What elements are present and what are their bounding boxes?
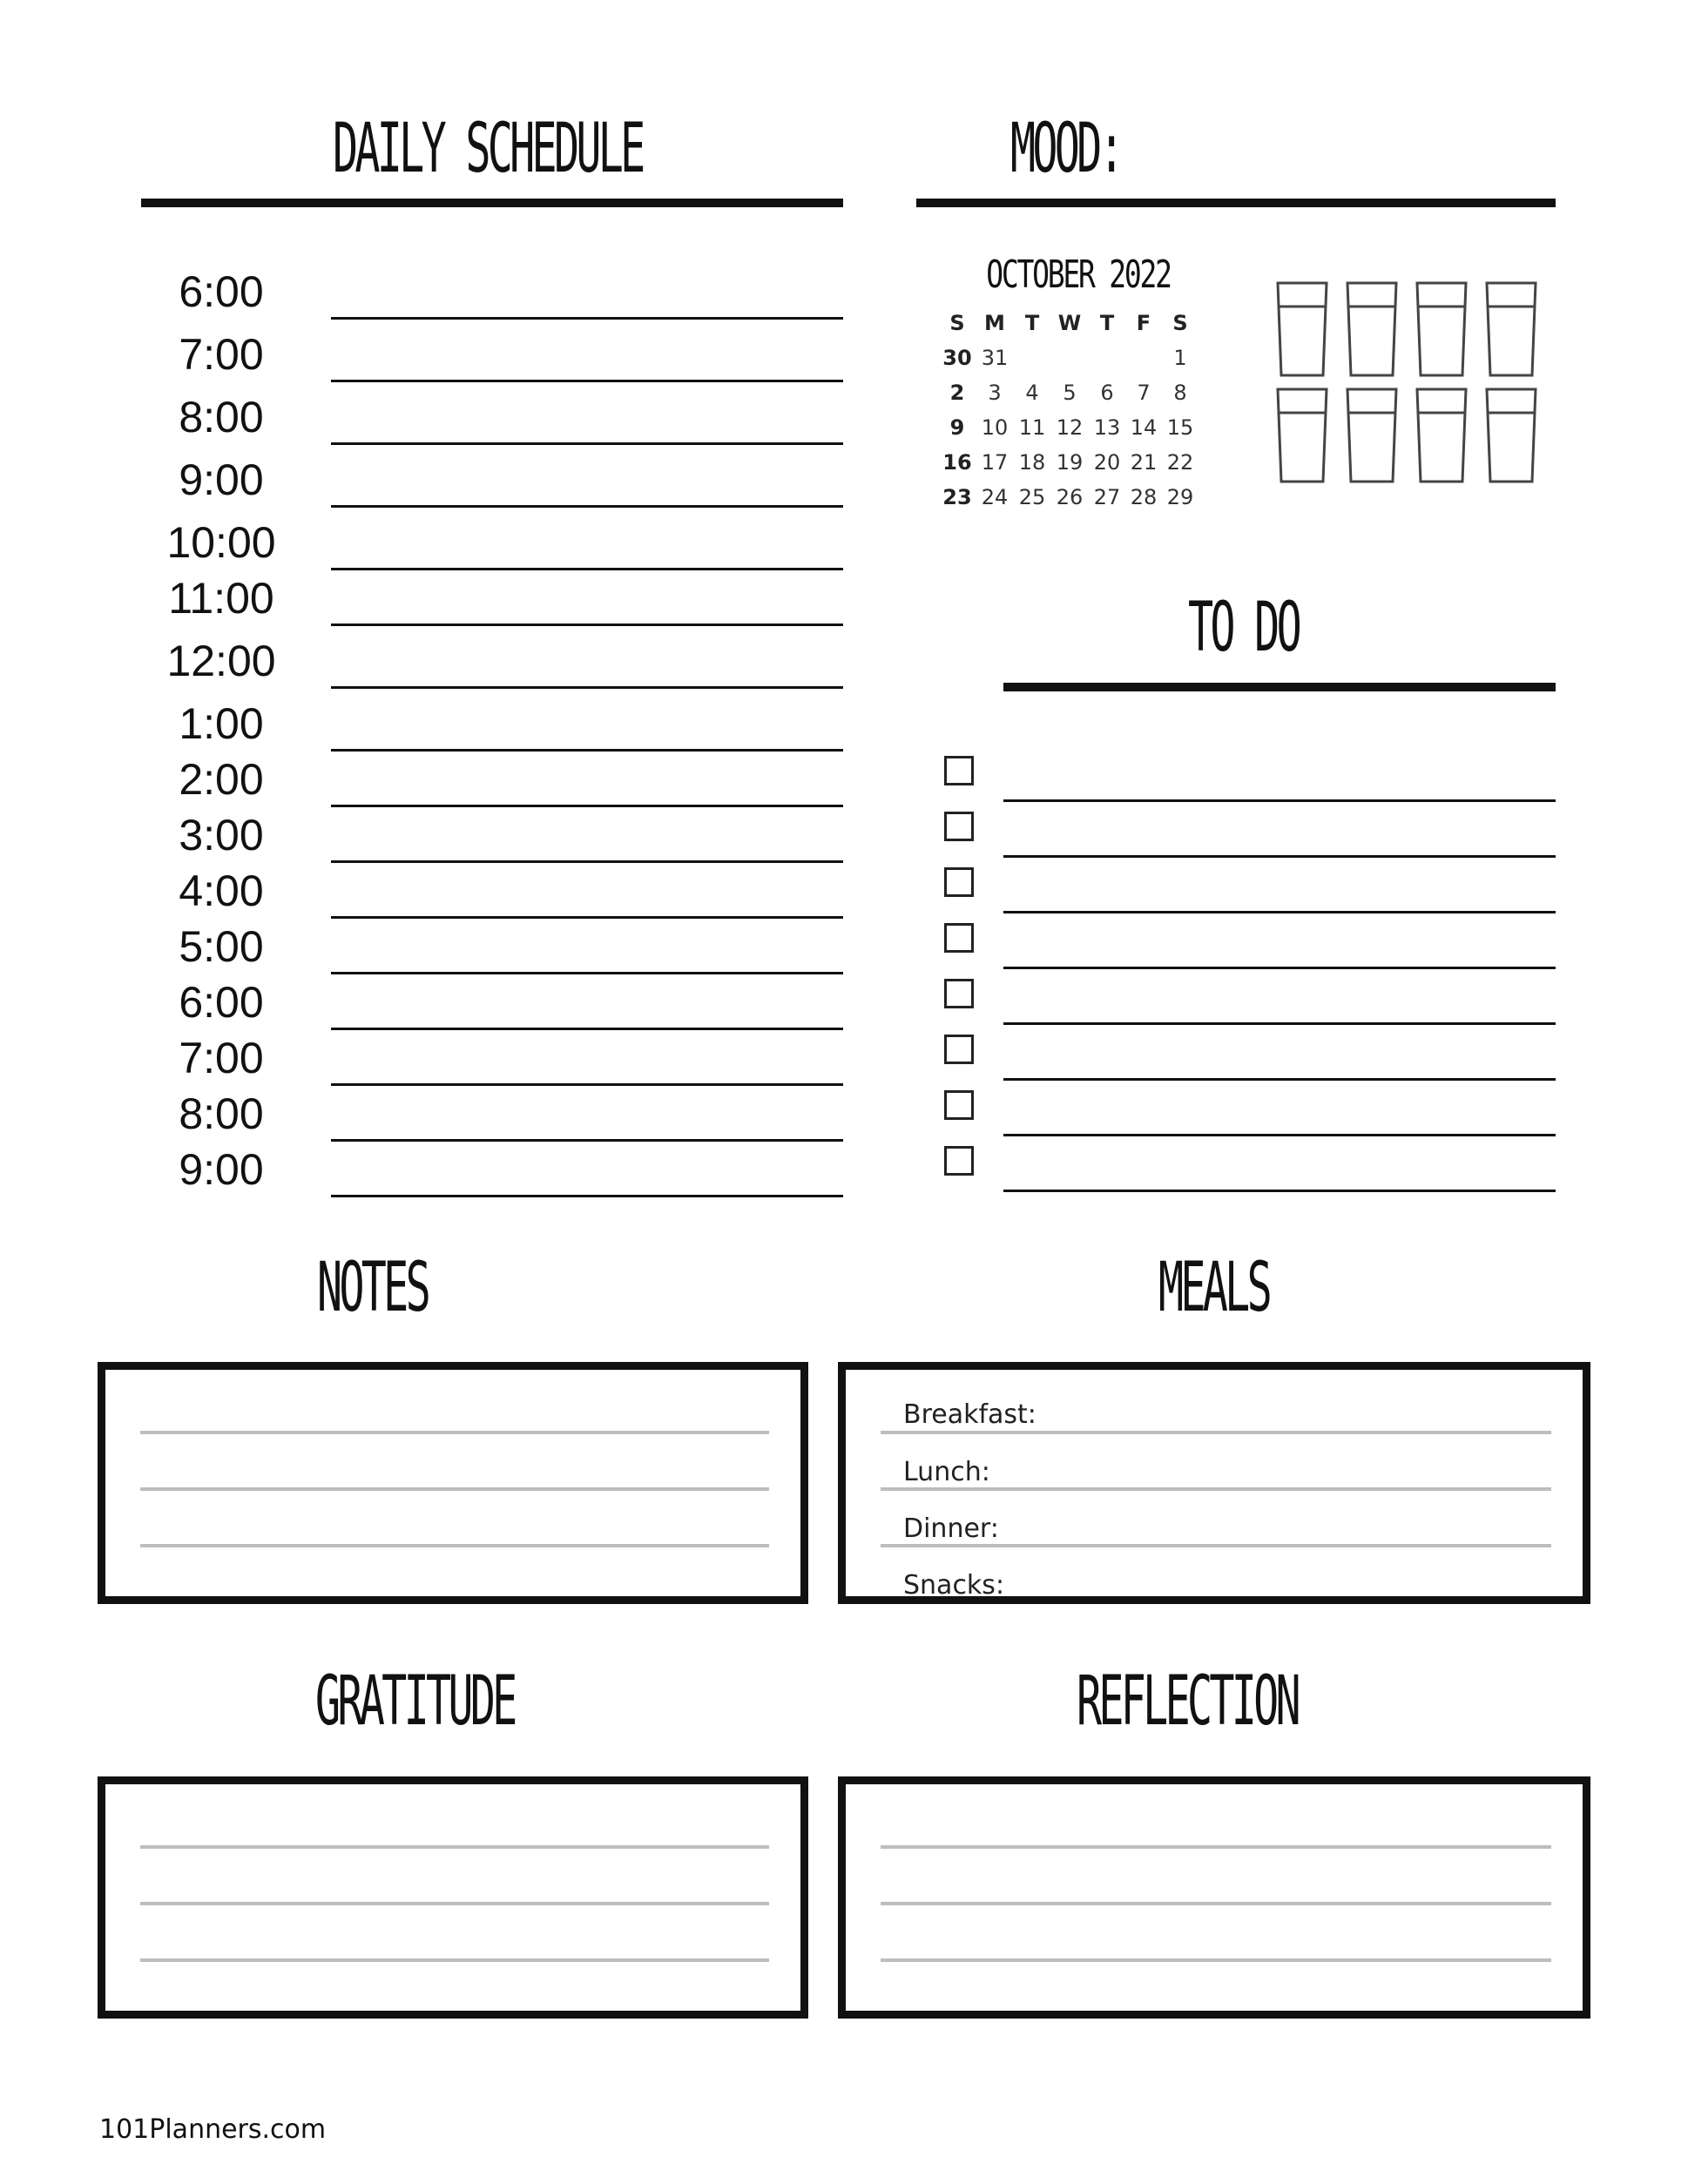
calendar-weekday: S (1172, 311, 1188, 335)
calendar-day: 8 (1173, 381, 1187, 405)
todo-heading: TO DO (1188, 589, 1299, 667)
calendar-day: 4 (1025, 381, 1039, 405)
schedule-time: 10:00 (166, 518, 276, 567)
dinner-label: Dinner: (903, 1513, 999, 1544)
water-glass-icon[interactable] (1484, 280, 1538, 382)
schedule-time: 9:00 (179, 455, 264, 504)
calendar-day: 22 (1166, 450, 1194, 475)
todo-checkbox[interactable] (944, 1090, 974, 1120)
schedule-entry-line[interactable] (331, 972, 843, 974)
calendar-day: 3 (988, 381, 1002, 405)
schedule-entry-line[interactable] (331, 805, 843, 807)
mini-calendar (939, 253, 1218, 509)
water-glass-icon[interactable] (1275, 387, 1329, 489)
calendar-day: 18 (1018, 450, 1046, 475)
mood-heading: MOOD: (1010, 110, 1121, 188)
todo-entry-line[interactable] (1003, 799, 1556, 802)
schedule-entry-line[interactable] (331, 1083, 843, 1086)
mood-rule (916, 199, 1556, 207)
schedule-time: 9:00 (179, 1145, 264, 1194)
lunch-label: Lunch: (903, 1457, 990, 1487)
water-glass-icon[interactable] (1345, 280, 1399, 382)
todo-checkbox[interactable] (944, 923, 974, 953)
todo-entry-line[interactable] (1003, 1134, 1556, 1136)
schedule-entry-line[interactable] (331, 568, 843, 570)
todo-entry-line[interactable] (1003, 1190, 1556, 1192)
reflection-box[interactable] (838, 1776, 1590, 2019)
schedule-entry-line[interactable] (331, 317, 843, 320)
lunch-line[interactable] (881, 1487, 1551, 1491)
schedule-entry-line[interactable] (331, 686, 843, 689)
calendar-day: 25 (1018, 485, 1046, 509)
footer-site: 101Planners.com (99, 2114, 327, 2145)
notes-heading: NOTES (317, 1249, 428, 1327)
todo-checkbox[interactable] (944, 1035, 974, 1064)
calendar-weekday: T (1099, 311, 1115, 335)
daily-schedule-rule (141, 199, 843, 207)
schedule-entry-line[interactable] (331, 442, 843, 445)
schedule-entry-line[interactable] (331, 860, 843, 863)
reflection-line (881, 1845, 1551, 1849)
calendar-weekday: S (949, 311, 965, 335)
calendar-weekday: T (1024, 311, 1040, 335)
calendar-day: 19 (1056, 450, 1084, 475)
schedule-time: 5:00 (179, 922, 264, 971)
schedule-entry-line[interactable] (331, 380, 843, 382)
schedule-time: 7:00 (179, 1034, 264, 1082)
todo-checkbox[interactable] (944, 1146, 974, 1176)
calendar-weekday: W (1057, 311, 1082, 335)
calendar-day: 29 (1166, 485, 1194, 509)
schedule-entry-line[interactable] (331, 749, 843, 752)
schedule-time: 7:00 (179, 330, 264, 379)
gratitude-box[interactable] (98, 1776, 808, 2019)
water-glass-icon[interactable] (1345, 387, 1399, 489)
schedule-time: 4:00 (179, 866, 264, 915)
breakfast-label: Breakfast: (903, 1399, 1036, 1430)
schedule-time: 8:00 (179, 393, 264, 442)
notes-line (140, 1487, 769, 1491)
gratitude-line (140, 1845, 769, 1849)
meals-box (838, 1362, 1590, 1604)
gratitude-heading: GRATITUDE (315, 1662, 515, 1741)
schedule-entry-line[interactable] (331, 624, 843, 626)
calendar-day: 2 (949, 381, 965, 405)
schedule-time: 8:00 (179, 1089, 264, 1138)
gratitude-line (140, 1902, 769, 1905)
schedule-time: 6:00 (179, 267, 264, 316)
calendar-day: 16 (942, 450, 972, 475)
calendar-day: 15 (1166, 415, 1194, 440)
notes-box[interactable] (98, 1362, 808, 1604)
todo-entry-line[interactable] (1003, 911, 1556, 913)
water-glass-icon[interactable] (1275, 280, 1329, 382)
schedule-time: 2:00 (179, 755, 264, 804)
calendar-day: 13 (1093, 415, 1121, 440)
todo-checkbox[interactable] (944, 812, 974, 841)
schedule-entry-line[interactable] (331, 916, 843, 919)
water-glass-icon[interactable] (1484, 387, 1538, 489)
calendar-day: 6 (1100, 381, 1114, 405)
calendar-day: 30 (942, 346, 972, 370)
schedule-time: 6:00 (179, 978, 264, 1027)
snacks-label: Snacks: (903, 1570, 1005, 1601)
water-glass-icon[interactable] (1415, 387, 1469, 489)
schedule-entry-line[interactable] (331, 505, 843, 508)
calendar-day: 24 (981, 485, 1009, 509)
schedule-entry-line[interactable] (331, 1028, 843, 1030)
calendar-title: OCTOBER 2022 (986, 253, 1171, 297)
calendar-day: 12 (1056, 415, 1084, 440)
reflection-heading: REFLECTION (1077, 1662, 1298, 1741)
calendar-day: 26 (1056, 485, 1084, 509)
daily-schedule-heading: DAILY SCHEDULE (333, 110, 643, 188)
schedule-entry-line[interactable] (331, 1139, 843, 1142)
meals-heading: MEALS (1158, 1249, 1269, 1327)
todo-entry-line[interactable] (1003, 1078, 1556, 1081)
schedule-time: 3:00 (179, 811, 264, 859)
notes-line (140, 1544, 769, 1547)
schedule-time: 12:00 (166, 637, 276, 685)
notes-line (140, 1431, 769, 1434)
schedule-entry-line[interactable] (331, 1195, 843, 1197)
calendar-day: 11 (1018, 415, 1046, 440)
calendar-grid (939, 297, 1218, 509)
calendar-day: 5 (1063, 381, 1077, 405)
reflection-line (881, 1902, 1551, 1905)
calendar-day: 31 (981, 346, 1009, 370)
todo-entry-line[interactable] (1003, 1022, 1556, 1025)
reflection-line (881, 1958, 1551, 1962)
calendar-day: 17 (981, 450, 1009, 475)
todo-entry-line[interactable] (1003, 967, 1556, 969)
calendar-day: 21 (1130, 450, 1158, 475)
schedule-time: 1:00 (179, 699, 264, 748)
calendar-day: 27 (1093, 485, 1121, 509)
todo-checkbox[interactable] (944, 756, 974, 785)
breakfast-line[interactable] (881, 1431, 1551, 1434)
water-glass-icon[interactable] (1415, 280, 1469, 382)
todo-rule (1003, 683, 1556, 691)
todo-checkbox[interactable] (944, 867, 974, 897)
calendar-day: 23 (942, 485, 972, 509)
calendar-day: 28 (1130, 485, 1158, 509)
calendar-day: 10 (981, 415, 1009, 440)
calendar-day: 14 (1130, 415, 1158, 440)
calendar-day: 9 (949, 415, 965, 440)
calendar-day: 7 (1137, 381, 1151, 405)
calendar-weekday: F (1136, 311, 1151, 335)
calendar-weekday: M (984, 311, 1005, 335)
calendar-day: 1 (1173, 346, 1187, 370)
gratitude-line (140, 1958, 769, 1962)
todo-entry-line[interactable] (1003, 855, 1556, 858)
todo-checkbox[interactable] (944, 979, 974, 1008)
calendar-day: 20 (1093, 450, 1121, 475)
schedule-time: 11:00 (168, 574, 274, 623)
dinner-line[interactable] (881, 1544, 1551, 1547)
